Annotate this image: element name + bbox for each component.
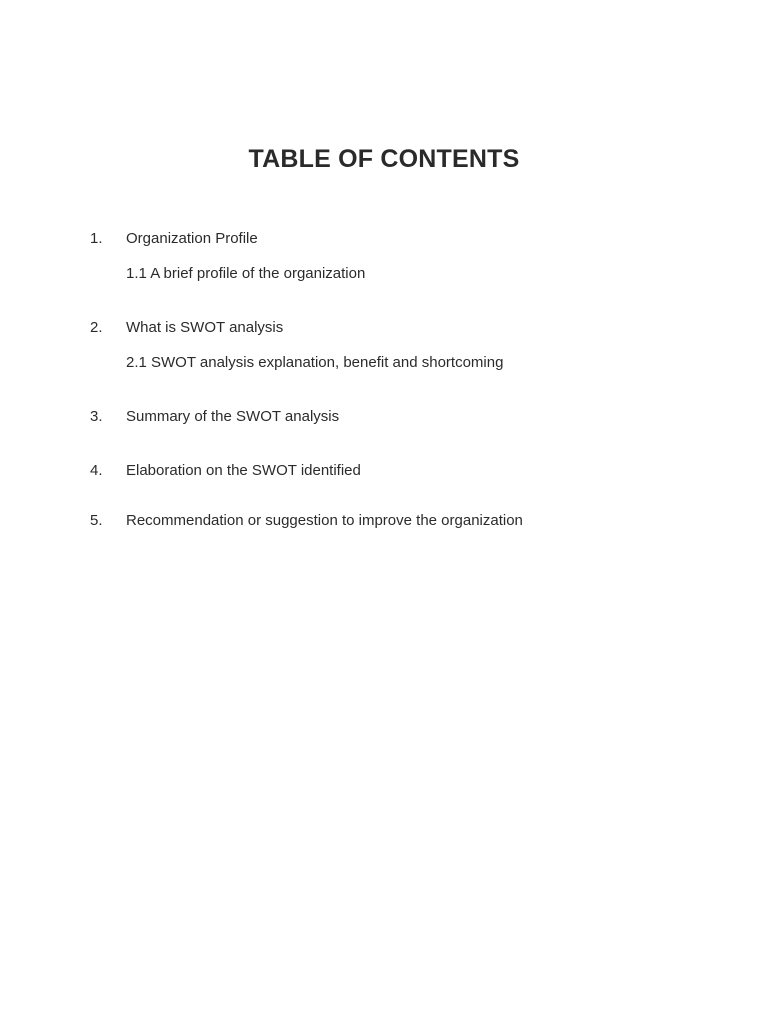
toc-entry <box>0 510 768 532</box>
toc-entry <box>0 460 768 482</box>
toc-entry-text: What is SWOT analysis <box>126 319 284 336</box>
toc-entry-text: Elaboration on the SWOT identified <box>126 462 361 479</box>
toc-entry <box>0 228 768 250</box>
toc-entry-text: Recommendation or suggestion to improve the organization <box>126 512 523 529</box>
toc-subentry: 2.1 SWOT analysis explanation, benefit and shortcoming <box>126 354 504 371</box>
toc-title: TABLE OF CONTENTS <box>248 145 520 173</box>
toc-entry <box>0 406 768 428</box>
toc-entry-number: 2. <box>90 319 103 336</box>
toc-entry-number: 5. <box>90 512 103 529</box>
toc-entry-number: 4. <box>90 462 103 479</box>
toc-entry-text: Organization Profile <box>126 230 258 247</box>
toc-entry <box>0 317 768 339</box>
toc-entry-number: 1. <box>90 230 103 247</box>
toc-entry-number: 3. <box>90 408 103 425</box>
toc-subentry: 1.1 A brief profile of the organization <box>126 265 366 282</box>
toc-entry-text: Summary of the SWOT analysis <box>126 408 340 425</box>
